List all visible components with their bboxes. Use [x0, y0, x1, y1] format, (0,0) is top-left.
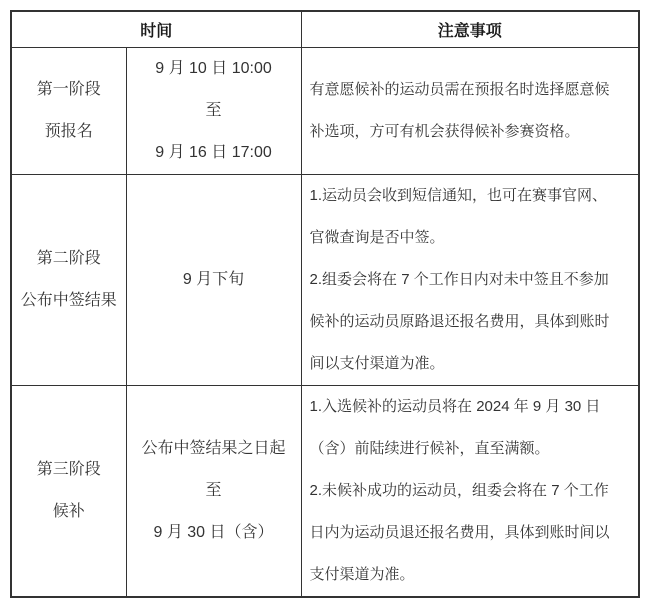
stage-1-notes-cell — [301, 47, 639, 174]
column-header-time: 时间 — [11, 11, 301, 47]
stage-3-line-2: 候补 — [52, 502, 85, 520]
stage-1-line-1: 第一阶段 — [36, 80, 101, 98]
stage-3-time-to: 至 — [205, 481, 222, 499]
stage-3-note-2: 2.未候补成功的运动员，组委会将在 7 个工作日内为运动员退还报名费用，具体到账时间以支付渠道为准。 — [309, 481, 610, 583]
stage-2-time: 9 月下旬 — [182, 270, 245, 288]
stage-1-name-cell — [11, 47, 126, 174]
stage-1-note-1: 有意愿候补的运动员需在预报名时选择愿意候补选项，方可有机会获得候补参赛资格。 — [309, 80, 610, 140]
table-row-stage-2 — [11, 174, 639, 385]
stage-3-line-1: 第三阶段 — [36, 460, 101, 478]
stage-2-note-2: 2.组委会将在 7 个工作日内对未中签且不参加候补的运动员原路退还报名费用，具体到账时间以支付渠道为准。 — [309, 270, 610, 372]
stage-3-time-end: 9 月 30 日（含） — [153, 523, 274, 541]
stage-2-note-1: 1.运动员会收到短信通知，也可在赛事官网、官微查询是否中签。 — [309, 186, 608, 246]
stage-3-notes-cell — [301, 385, 639, 597]
stage-3-time-cell — [126, 385, 301, 597]
table-row-stage-3 — [11, 385, 639, 597]
stage-2-time-cell — [126, 174, 301, 385]
stage-2-name-cell — [11, 174, 126, 385]
stage-3-note-1: 1.入选候补的运动员将在 2024 年 9 月 30 日（含）前陆续进行候补，直至满额。 — [309, 397, 601, 457]
stage-1-time-end: 9 月 16 日 17:00 — [155, 143, 272, 161]
stage-3-name-cell — [11, 385, 126, 597]
schedule-table — [10, 10, 640, 598]
stage-1-time-start: 9 月 10 日 10:00 — [155, 59, 272, 77]
table-row-stage-1 — [11, 47, 639, 174]
stage-3-time-start: 公布中签结果之日起 — [141, 439, 286, 457]
column-header-notes: 注意事项 — [301, 11, 639, 47]
header-row — [11, 11, 639, 47]
stage-1-line-2: 预报名 — [44, 122, 93, 140]
stage-2-line-2: 公布中签结果 — [20, 291, 117, 309]
stage-1-time-cell — [126, 47, 301, 174]
stage-1-time-to: 至 — [205, 101, 222, 119]
stage-2-line-1: 第二阶段 — [36, 249, 101, 267]
stage-2-notes-cell — [301, 174, 639, 385]
